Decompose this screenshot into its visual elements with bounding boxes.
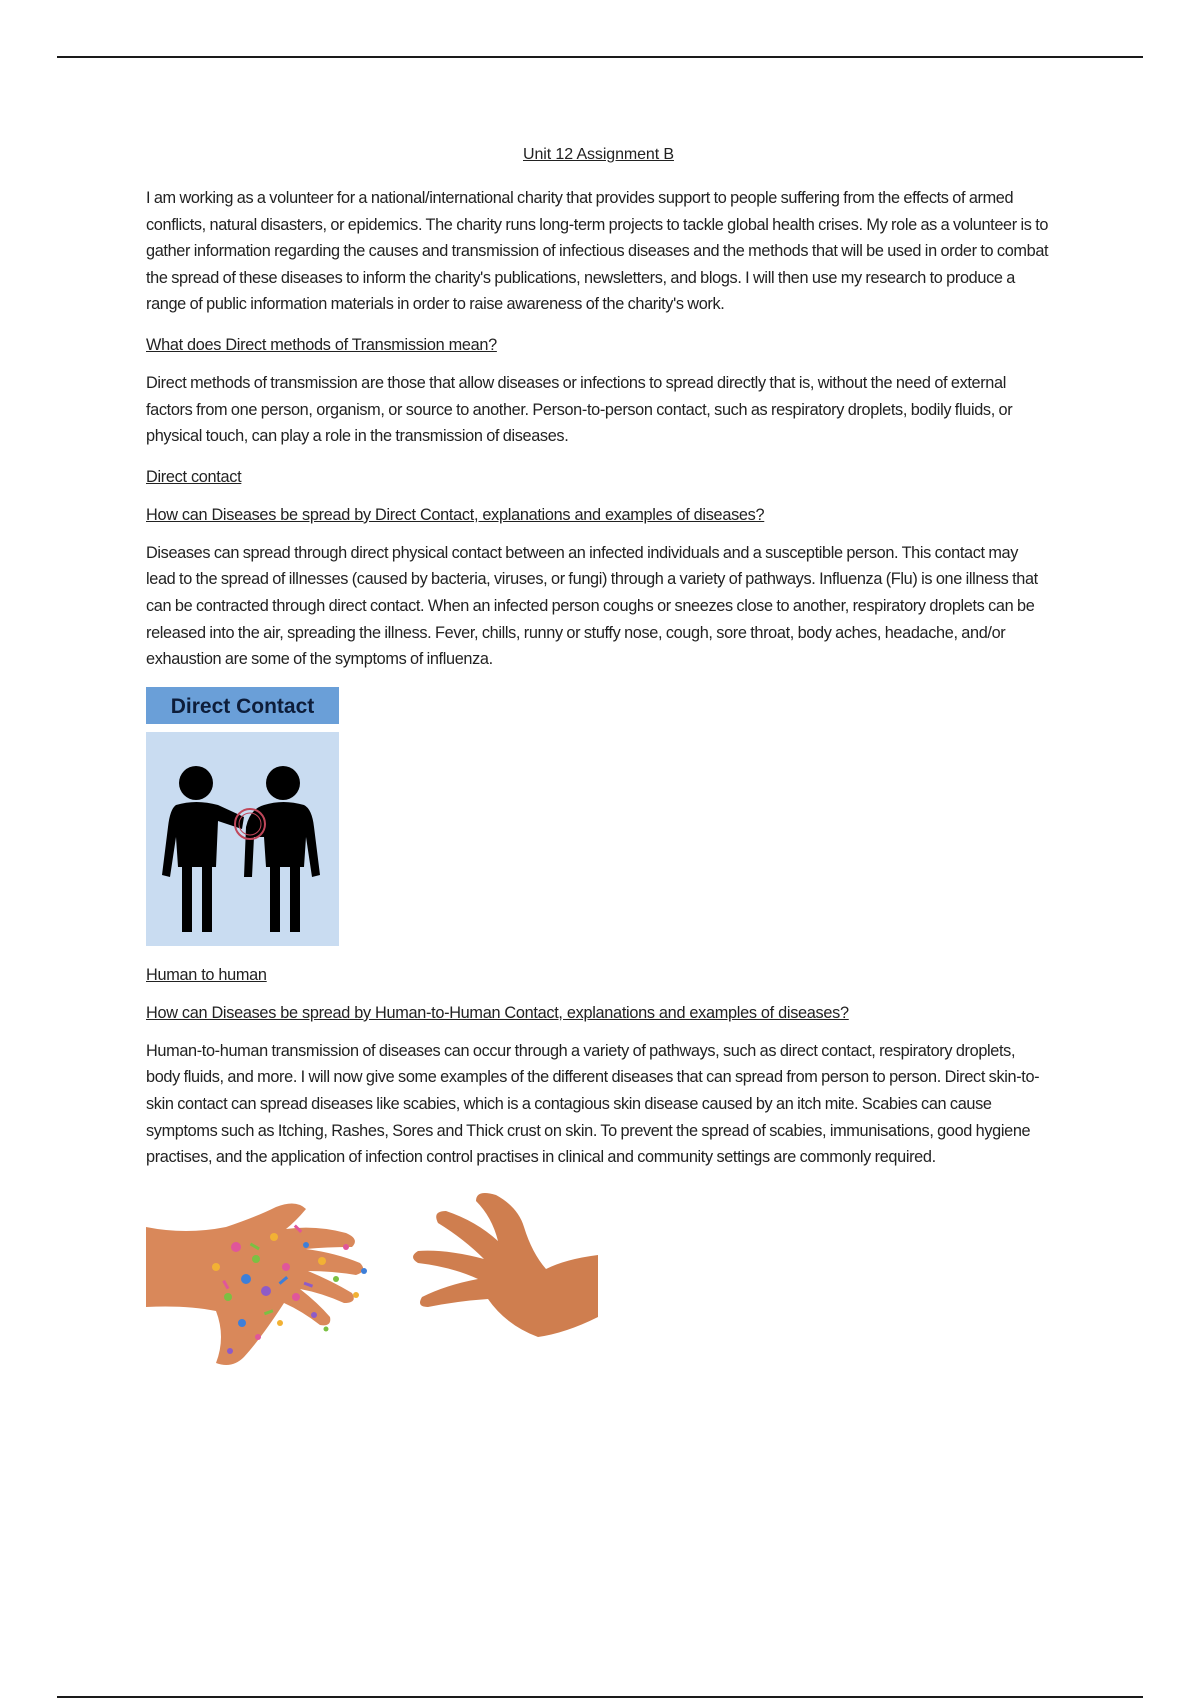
two-people-handshake-icon: [146, 687, 339, 946]
direct-contact-figure: [146, 687, 339, 946]
germ-hands-figure: [146, 1187, 598, 1387]
document-page: [146, 146, 1051, 1387]
top-rule: [57, 56, 1143, 58]
question-direct-contact: How can Diseases be spread by Direct Contact, explanations and examples of diseases?: [146, 505, 765, 524]
document-title: Unit 12 Assignment B: [523, 146, 674, 163]
figure-label: Direct Contact: [170, 694, 315, 718]
section-heading-human-to-human: Human to human: [146, 965, 267, 984]
section-heading-direct-contact: Direct contact: [146, 467, 242, 486]
answer-direct-contact: Diseases can spread through direct physical contact between an infected individuals and a susceptible person. This contact may lead to the spread of illnesses (caused by bacteria, viruses, or fungi) through a variety of pathways. Influenza (Flu) is one illness that can be contracted through direct contact. When an infected person coughs or sneezes close to another, respiratory droplets can be released into the air, spreading the illness. Fever, chills, runny or stuffy nose, cough, sore throat, body aches, headache, and/or exhaustion are some of the symptoms of influenza.: [146, 543, 1038, 669]
bottom-rule: [57, 1696, 1143, 1698]
intro-paragraph: I am working as a volunteer for a national/international charity that provides support to people suffering from the effects of armed conflicts, natural disasters, or epidemics. The charity runs long-term projects to tackle global health crises. My role as a volunteer is to gather information regarding the causes and transmission of infectious diseases and the methods that will be used in order to combat the spread of these diseases to inform the charity's publications, newsletters, and blogs. I will then use my research to produce a range of public information materials in order to raise awareness of the charity's work.: [146, 189, 1049, 314]
answer-direct-methods: Direct methods of transmission are those that allow diseases or infections to spread directly that is, without the need of external factors from one person, organism, or source to another. Person-to-person contact, such as respiratory droplets, bodily fluids, or physical touch, can play a role in the transmission of diseases.: [146, 373, 1013, 446]
question-direct-methods: What does Direct methods of Transmission mean?: [146, 335, 497, 354]
question-human-to-human: How can Diseases be spread by Human-to-Human Contact, explanations and examples of diseases?: [146, 1003, 849, 1022]
germ-covered-hands-image: [146, 1187, 598, 1387]
answer-human-to-human: Human-to-human transmission of diseases can occur through a variety of pathways, such as direct contact, respiratory droplets, body fluids, and more. I will now give some examples of the different diseases that can spread from person to person. Direct skin-to-skin contact can spread diseases like scabies, which is a contagious skin disease caused by an itch mite. Scabies can cause symptoms such as Itching, Rashes, Sores and Thick crust on skin. To prevent the spread of scabies, immunisations, good hygiene practises, and the application of infection control practises in clinical and community settings are commonly required.: [146, 1041, 1040, 1167]
